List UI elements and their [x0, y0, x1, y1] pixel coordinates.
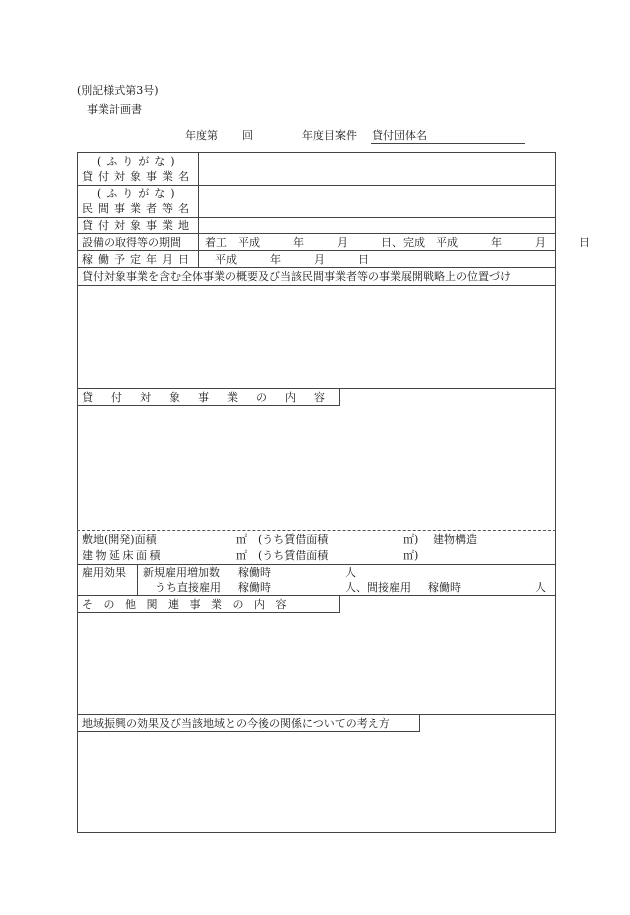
overview-section-title: 貸付対象事業を含む全体事業の概要及び当該民間事業者等の事業展開戦略上の位置づけ: [82, 270, 511, 283]
regional-section-title: 地域振興の効果及び当該地域との今後の関係についての考え方: [82, 717, 390, 730]
indirect-hire-operating-label: 稼働時: [428, 581, 461, 594]
row-divider: [77, 564, 556, 565]
lending-group-underline: [371, 143, 525, 144]
row-divider: [77, 185, 556, 186]
employment-divider: [137, 564, 138, 595]
site-rent-area-close: ㎡): [403, 533, 419, 546]
document-title: 事業計画書: [87, 103, 142, 116]
form-number: (別記様式第3号): [77, 84, 159, 97]
row-divider: [77, 233, 556, 234]
year-case-label: 年度目案件: [302, 129, 357, 142]
floor-area-label: 建物延床面積: [82, 549, 163, 562]
lending-group-label: 貸付団体名: [372, 129, 427, 142]
floor-rent-area-close: ㎡): [403, 549, 419, 562]
related-section-title: その他関連事業の内容: [82, 598, 297, 611]
direct-hire-label: うち直接雇用: [155, 581, 221, 594]
employment-effect-label: 雇用効果: [82, 566, 126, 579]
operation-date-label: 稼働予定年月日: [82, 253, 194, 266]
row-divider: [77, 267, 556, 268]
new-hire-person-unit: 人: [345, 566, 356, 579]
building-structure-label: 建物構造: [433, 533, 477, 546]
site-rent-area-label: (うち賃借面積: [258, 533, 329, 546]
floor-rent-area-label: (うち賃借面積: [258, 549, 329, 562]
fiscal-year-no-label: 年度第: [185, 129, 218, 142]
site-area-unit: ㎡: [236, 533, 247, 546]
row-divider: [77, 250, 556, 251]
furigana-label-2: (ふりがな): [97, 187, 180, 200]
project-location-label: 貸付対象事業地: [82, 219, 194, 232]
operation-date-value: 平成 年 月 日: [215, 253, 369, 266]
row-divider: [77, 285, 556, 286]
new-hire-label: 新規雇用増加数: [143, 566, 220, 579]
floor-area-unit: ㎡: [236, 549, 247, 562]
furigana-label-1: (ふりがな): [97, 155, 180, 168]
operator-name-label: 民間事業者等名: [82, 202, 194, 215]
acquisition-period-label: 設備の取得等の期間: [82, 236, 181, 249]
acquisition-period-value: 着工 平成 年 月 日、完成 平成 年 月 日: [205, 236, 590, 249]
round-label: 回: [242, 129, 253, 142]
direct-hire-operating-label: 稼働時: [238, 581, 271, 594]
project-name-label: 貸付対象事業名: [82, 170, 194, 183]
content-section-title: 貸付対象事業の内容: [82, 391, 343, 404]
indirect-hire-label: 人、間接雇用: [345, 581, 411, 594]
site-area-label: 敷地(開発)面積: [82, 533, 157, 546]
indirect-hire-person-unit: 人: [535, 581, 546, 594]
dashed-divider: [77, 530, 556, 531]
row-divider: [77, 217, 556, 218]
new-hire-operating-label: 稼働時: [238, 566, 271, 579]
